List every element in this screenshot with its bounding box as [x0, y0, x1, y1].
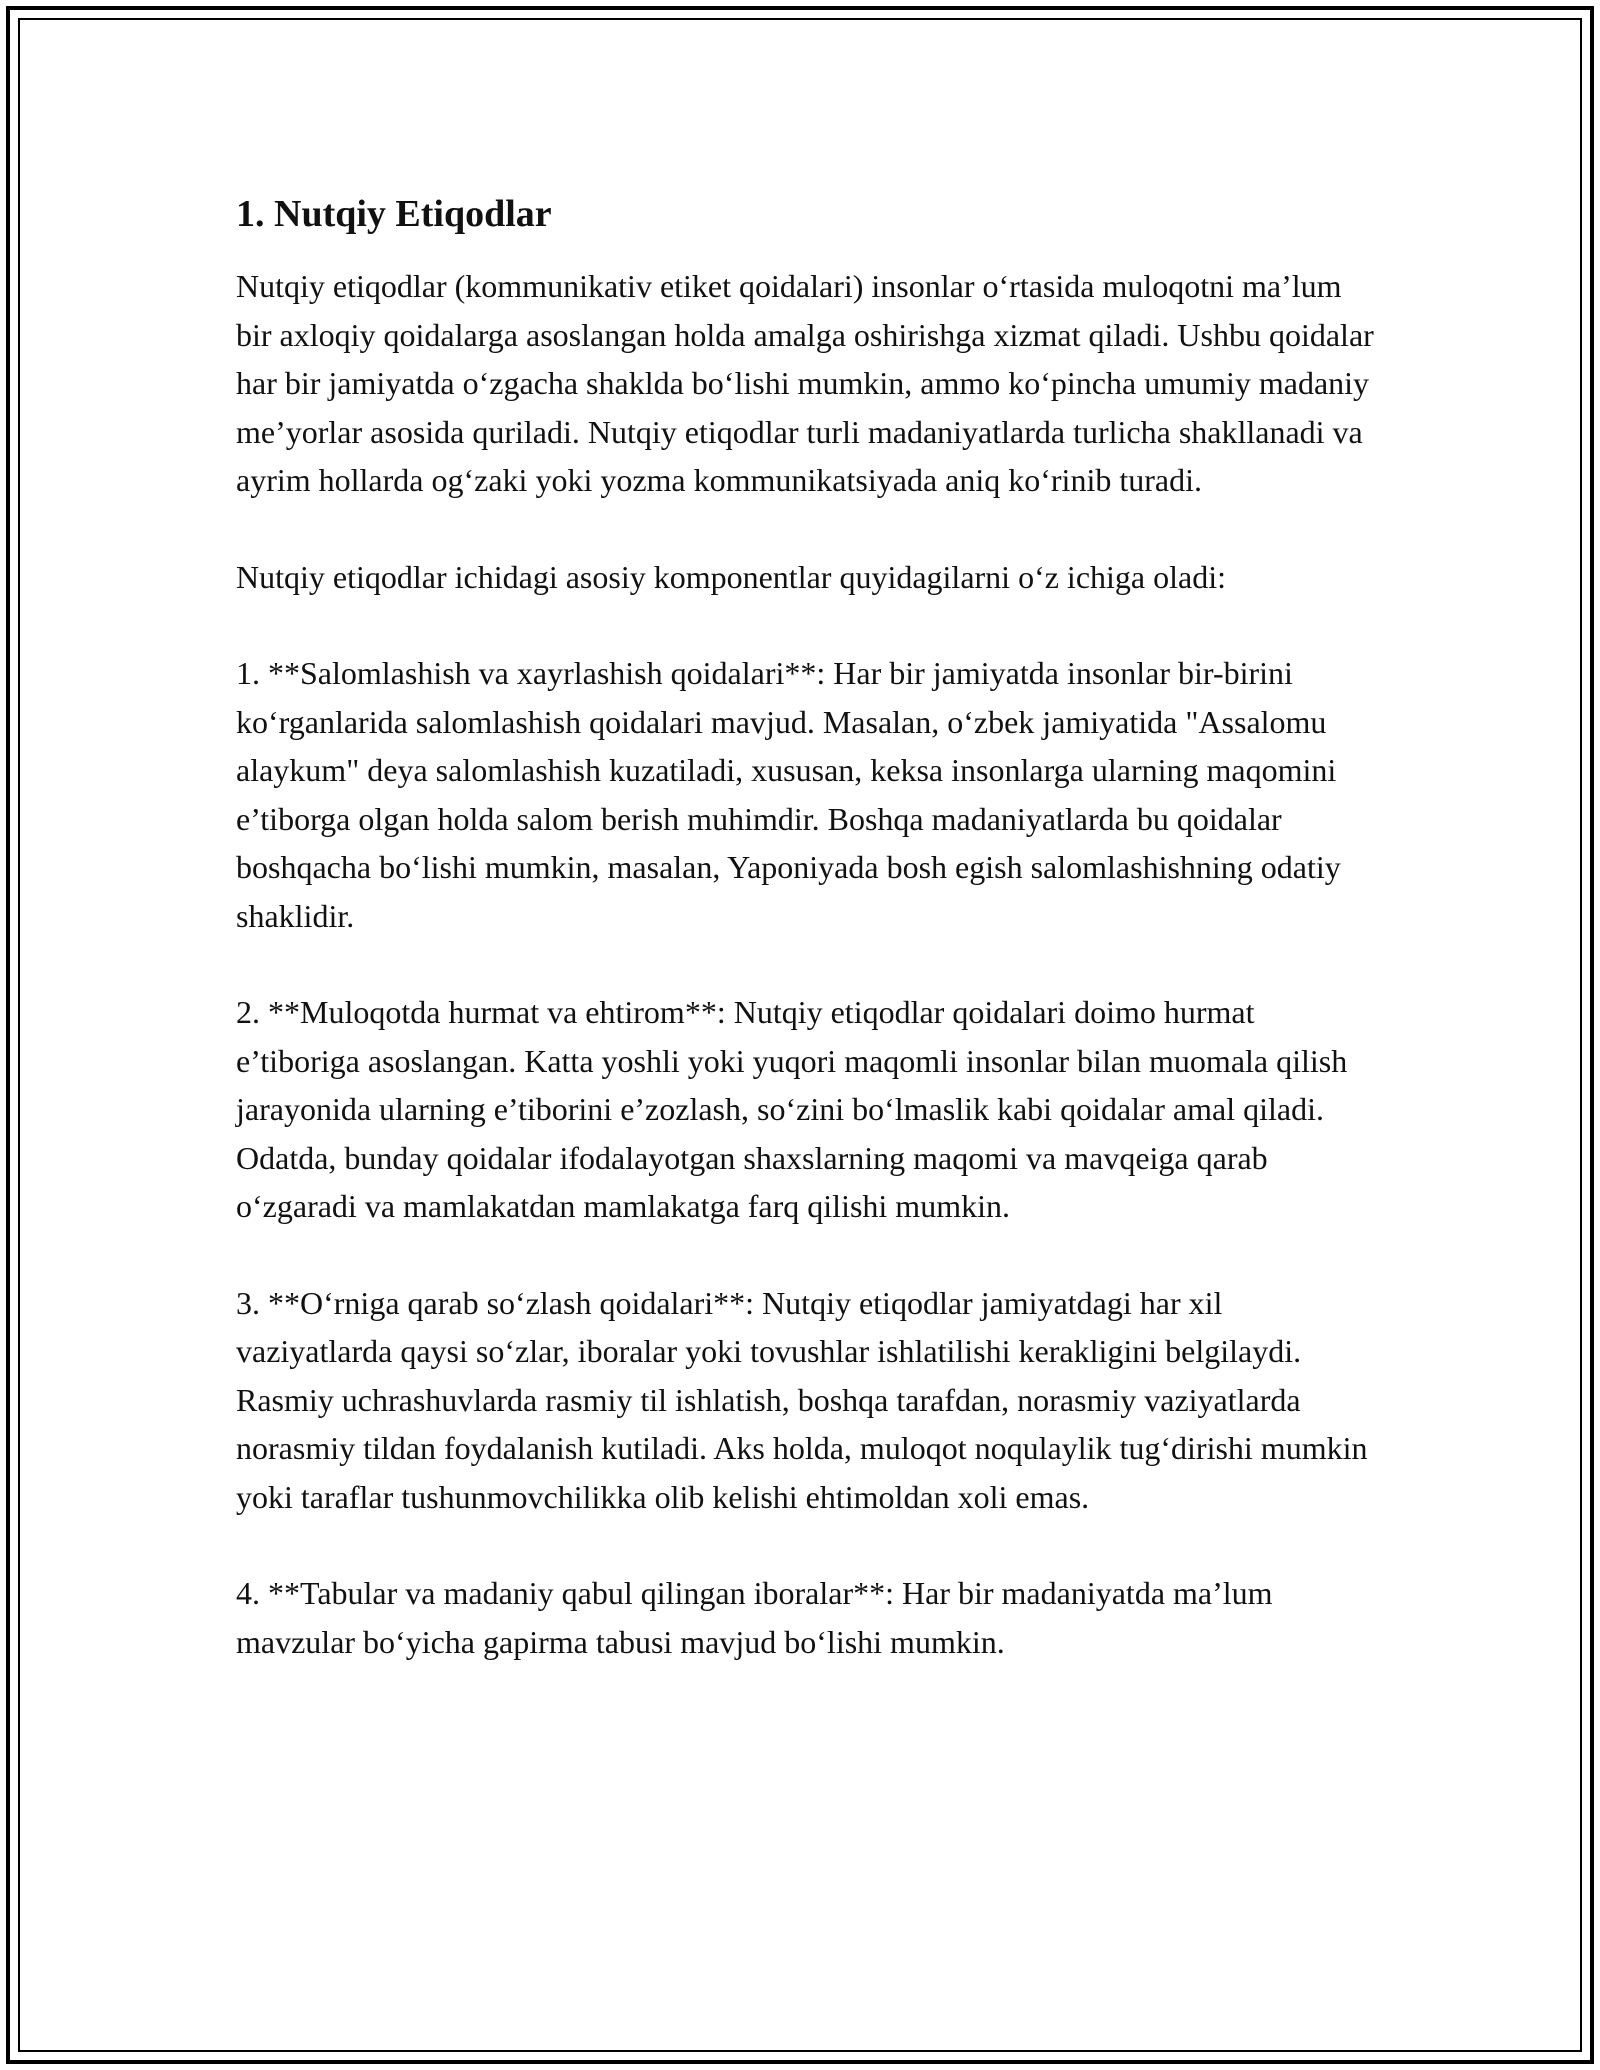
- paragraph-item-3: 3. **O‘rniga qarab so‘zlash qoidalari**: Nutqiy etiqodlar jamiyatdagi har xil vaziyatlarda qaysi so‘zlar, iboralar yoki tovushlar ishlatilishi kerakligini belgilaydi. Rasmiy uchrashuvlarda rasmiy til ishlatish, boshqa tarafdan, norasmiy vaziyatlarda norasmiy tildan foydalanish kutiladi. Aks holda, muloqot noqulaylik tug‘dirishi mumkin yoki taraflar tushunmovchilikka olib kelishi ehtimoldan xoli emas.: [236, 1284, 1368, 1515]
- document-body: [236, 190, 1376, 1714]
- paragraph-intro: Nutqiy etiqodlar (kommunikativ etiket qoidalari) insonlar o‘rtasida muloqotni ma’lum bir axloqiy qoidalarga asoslangan holda amalga oshirishga xizmat qiladi. Ushbu qoidalar har bir jamiyatda o‘zgacha shaklda bo‘lishi mumkin, ammo ko‘pincha umumiy madaniy me’yorlar asosida quriladi. Nutqiy etiqodlar turli madaniyatlarda turlicha shakllanadi va ayrim hollarda og‘zaki yoki yozma kommunikatsiyada aniq ko‘rinib turadi.: [236, 268, 1374, 498]
- paragraph-item-2: 2. **Muloqotda hurmat va ehtirom**: Nutqiy etiqodlar qoidalari doimo hurmat e’tiboriga asoslangan. Katta yoshli yoki yuqori maqomli insonlar bilan muomala qilish jarayonida ularning e’tiborini e’zozlash, so‘zini bo‘lmaslik kabi qoidalar amal qiladi. Odatda, bunday qoidalar ifodalayotgan shaxslarning maqomi va mavqeiga qarab o‘zgaradi va mamlakatdan mamlakatga farq qilishi mumkin.: [236, 994, 1348, 1224]
- paragraph-item-1: 1. **Salomlashish va xayrlashish qoidalari**: Har bir jamiyatda insonlar bir-birini ko‘rganlarida salomlashish qoidalari mavjud. Masalan, o‘zbek jamiyatida "Assalomu alaykum" deya salomlashish kuzatiladi, xususan, keksa insonlarga ularning maqomini e’tiborga olgan holda salom berish muhimdir. Boshqa madaniyatlarda bu qoidalar boshqacha bo‘lishi mumkin, masalan, Yaponiyada bosh egish salomlashishning odatiy shaklidir.: [236, 655, 1341, 934]
- paragraph-components-lead: Nutqiy etiqodlar ichidagi asosiy komponentlar quyidagilarni o‘z ichiga oladi:: [236, 558, 1226, 595]
- section-heading: 1. Nutqiy Etiqodlar: [236, 193, 552, 235]
- paragraph-item-4: 4. **Tabular va madaniy qabul qilingan iboralar**: Har bir madaniyatda ma’lum mavzular bo‘yicha gapirma tabusi mavjud bo‘lishi mumkin.: [236, 1575, 1273, 1660]
